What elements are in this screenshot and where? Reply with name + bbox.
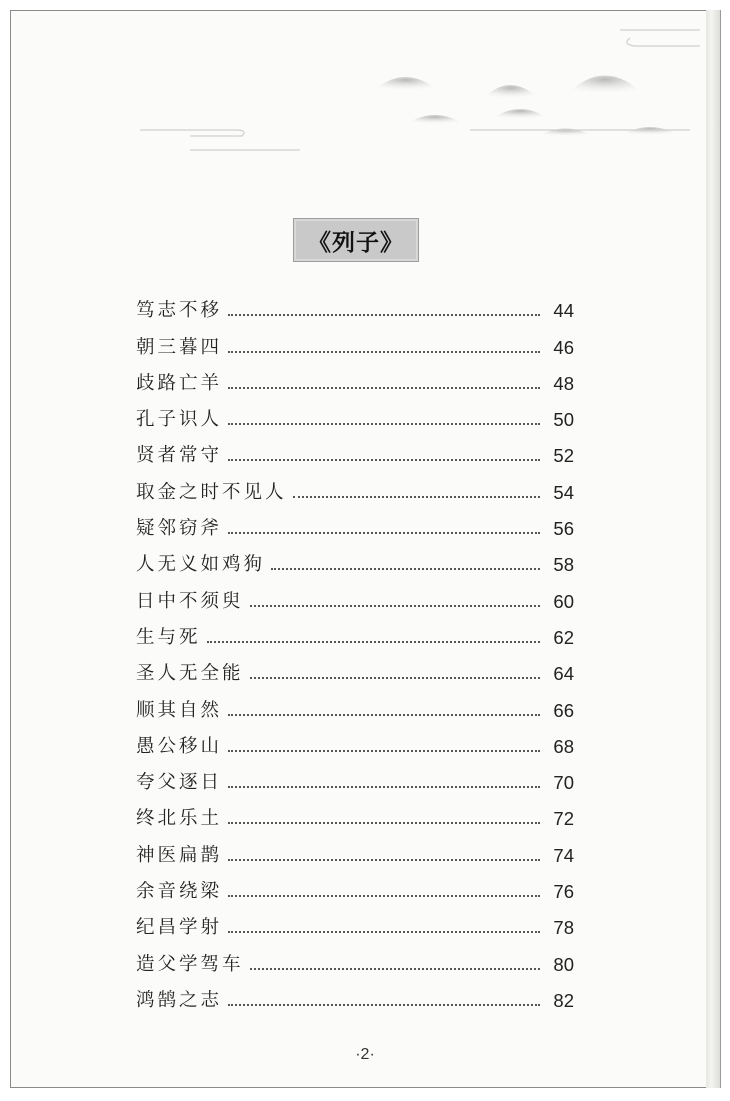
toc-entry-title: 生与死	[136, 626, 201, 648]
toc-entry-page: 60	[553, 590, 574, 612]
toc-leader-dots	[228, 350, 540, 353]
toc-entry-page: 50	[553, 409, 574, 431]
toc-entry-title: 造父学驾车	[136, 953, 244, 975]
toc-entry-title: 余音绕梁	[136, 881, 223, 903]
toc-entry-page: 80	[553, 953, 574, 975]
toc-entry	[136, 903, 574, 939]
toc-entry-page: 66	[553, 699, 574, 721]
toc-entry-page: 48	[553, 372, 574, 394]
toc-entry	[136, 286, 574, 322]
toc-entry-page: 72	[553, 808, 574, 830]
mountain-cloud-decoration	[0, 0, 730, 170]
toc-entry	[136, 830, 574, 866]
toc-entry-title: 顺其自然	[136, 699, 223, 721]
toc-leader-dots	[228, 422, 540, 425]
toc-entry	[136, 540, 574, 576]
toc-leader-dots	[250, 604, 540, 607]
toc-leader-dots	[250, 676, 540, 679]
toc-entry	[136, 758, 574, 794]
toc-entry-page: 54	[553, 481, 574, 503]
toc-entry	[136, 794, 574, 830]
toc-entry	[136, 576, 574, 612]
toc-leader-dots	[228, 713, 540, 716]
toc-entry	[136, 649, 574, 685]
toc-entry-page: 64	[553, 663, 574, 685]
toc-leader-dots	[293, 495, 540, 498]
toc-leader-dots	[228, 458, 540, 461]
toc-entry	[136, 867, 574, 903]
toc-entry-title: 朝三暮四	[136, 336, 223, 358]
toc-entry-page: 46	[553, 336, 574, 358]
toc-entry	[136, 359, 574, 395]
page-number: ·2·	[355, 1046, 375, 1063]
toc-leader-dots	[271, 567, 540, 570]
toc-entry	[136, 939, 574, 975]
toc-entry-page: 58	[553, 554, 574, 576]
toc-entry-title: 纪昌学射	[136, 917, 223, 939]
toc-entry-page: 74	[553, 844, 574, 866]
toc-leader-dots	[228, 930, 540, 933]
toc-entry-title: 终北乐土	[136, 808, 223, 830]
toc-leader-dots	[228, 821, 540, 824]
toc-leader-dots	[228, 785, 540, 788]
toc-leader-dots	[228, 1003, 540, 1006]
toc-entry	[136, 722, 574, 758]
toc-entry-title: 日中不须臾	[136, 590, 244, 612]
toc-entry-page: 82	[553, 989, 574, 1011]
toc-entry-title: 取金之时不见人	[136, 481, 287, 503]
toc-entry	[136, 685, 574, 721]
toc-leader-dots	[207, 640, 540, 643]
toc-entry-page: 70	[553, 772, 574, 794]
toc-entry-page: 78	[553, 917, 574, 939]
toc-entry	[136, 431, 574, 467]
toc-leader-dots	[228, 531, 540, 534]
toc-entry-title: 疑邻窃斧	[136, 518, 223, 540]
toc-entry-title: 愚公移山	[136, 735, 223, 757]
toc-entry	[136, 467, 574, 503]
toc-entry-title: 贤者常守	[136, 445, 223, 467]
toc-entry-page: 44	[553, 300, 574, 322]
toc-entry-page: 76	[553, 881, 574, 903]
toc-entry-title: 人无义如鸡狗	[136, 554, 266, 576]
section-title: 《列子》	[293, 218, 419, 262]
toc-entry-title: 笃志不移	[136, 300, 223, 322]
toc-leader-dots	[228, 894, 540, 897]
toc-entry	[136, 976, 574, 1012]
toc-entry	[136, 613, 574, 649]
toc-leader-dots	[228, 749, 540, 752]
toc-entry-page: 52	[553, 445, 574, 467]
toc-entry-title: 圣人无全能	[136, 663, 244, 685]
toc-entry-title: 孔子识人	[136, 409, 223, 431]
toc-leader-dots	[228, 858, 540, 861]
toc-leader-dots	[228, 313, 540, 316]
toc-entry	[136, 395, 574, 431]
toc-leader-dots	[228, 386, 540, 389]
toc-entry	[136, 504, 574, 540]
toc-entry-page: 68	[553, 735, 574, 757]
toc-entry-page: 56	[553, 518, 574, 540]
toc-entry-page: 62	[553, 626, 574, 648]
table-of-contents	[136, 286, 574, 1012]
page-edge	[706, 10, 721, 1088]
toc-entry-title: 鸿鹄之志	[136, 989, 223, 1011]
toc-entry-title: 神医扁鹊	[136, 844, 223, 866]
toc-entry	[136, 322, 574, 358]
toc-leader-dots	[250, 967, 540, 970]
toc-entry-title: 歧路亡羊	[136, 372, 223, 394]
toc-entry-title: 夸父逐日	[136, 772, 223, 794]
